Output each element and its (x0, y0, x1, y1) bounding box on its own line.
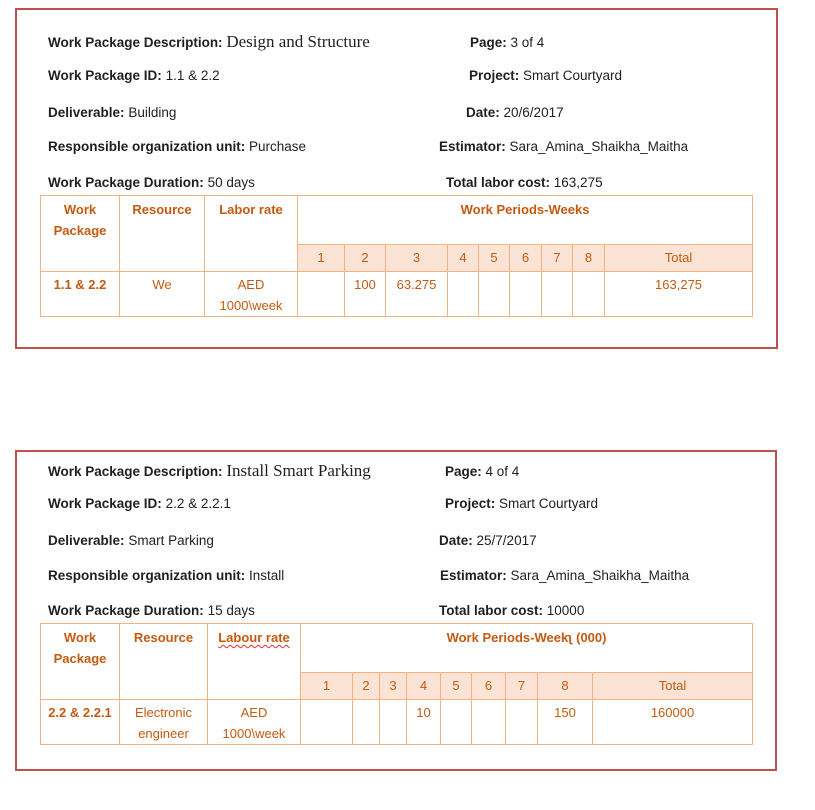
header-resource: Resource (120, 196, 205, 272)
work-periods-table (40, 623, 753, 745)
week-number: 6 (510, 245, 542, 272)
table-row (41, 700, 753, 745)
header-labor-rate: Labor rate (205, 196, 298, 272)
estimator-field: Estimator: Sara_Amina_Shaikha_Maitha (439, 139, 689, 154)
page-field: Page: 3 of 4 (470, 35, 545, 50)
header-labor-rate-text: Labour rate (218, 630, 290, 645)
week-number: 8 (538, 673, 593, 700)
package-id-field: Work Package ID: 1.1 & 2.2 (48, 68, 220, 83)
work-periods-table (40, 195, 753, 317)
week-value: 150 (538, 700, 593, 745)
week-value (573, 272, 605, 317)
week-number: 5 (479, 245, 510, 272)
project-field: Project: Smart Courtyard (469, 68, 623, 83)
page-field: Page: 4 of 4 (445, 464, 520, 479)
header-work-periods: Work Periods-Weeks (298, 196, 753, 245)
week-value (441, 700, 472, 745)
week-value (506, 700, 538, 745)
week-value (380, 700, 407, 745)
header-labor-rate (208, 624, 301, 700)
week-value (479, 272, 510, 317)
week-number: 3 (380, 673, 407, 700)
week-number: 1 (301, 673, 353, 700)
responsible-unit-field: Responsible organization unit: Purchase (48, 139, 307, 154)
header-total: Total (593, 673, 753, 700)
week-value: 63.275 (386, 272, 448, 317)
labor-cost-field: Total labor cost: 163,275 (446, 175, 603, 190)
week-number: 7 (506, 673, 538, 700)
week-number: 5 (441, 673, 472, 700)
header-resource: Resource (120, 624, 208, 700)
deliverable-field: Deliverable: Smart Parking (48, 533, 214, 548)
week-number: 4 (407, 673, 441, 700)
week-number: 6 (472, 673, 506, 700)
week-number: 2 (345, 245, 386, 272)
duration-field: Work Package Duration: 15 days (48, 603, 255, 618)
row-work-package: 2.2 & 2.2.1 (41, 700, 120, 745)
header-work-package: Work Package (41, 196, 120, 272)
row-labor-rate: AED 1000\week (205, 272, 298, 317)
row-resource: Electronic engineer (120, 700, 208, 745)
row-total: 160000 (593, 700, 753, 745)
week-number: 8 (573, 245, 605, 272)
week-value: 100 (345, 272, 386, 317)
responsible-unit-field: Responsible organization unit: Install (48, 568, 285, 583)
date-field: Date: 25/7/2017 (439, 533, 537, 548)
week-value (542, 272, 573, 317)
week-number: 4 (448, 245, 479, 272)
week-number: 7 (542, 245, 573, 272)
table-row (41, 272, 753, 317)
package-id-field: Work Package ID: 2.2 & 2.2.1 (48, 496, 231, 511)
week-value (510, 272, 542, 317)
week-value: 10 (407, 700, 441, 745)
row-work-package: 1.1 & 2.2 (41, 272, 120, 317)
row-resource: We (120, 272, 205, 317)
date-field: Date: 20/6/2017 (466, 105, 564, 120)
week-number: 3 (386, 245, 448, 272)
week-value (298, 272, 345, 317)
description-field: Work Package Description: Design and Structure (48, 32, 370, 51)
description-field: Work Package Description: Install Smart Parking (48, 461, 371, 480)
header-total: Total (605, 245, 753, 272)
work-package-card-1 (15, 8, 778, 349)
row-labor-rate: AED 1000\week (208, 700, 301, 745)
work-package-card-2 (15, 450, 777, 771)
week-value (353, 700, 380, 745)
week-value (301, 700, 353, 745)
week-value (448, 272, 479, 317)
labor-cost-field: Total labor cost: 10000 (439, 603, 585, 618)
deliverable-field: Deliverable: Building (48, 105, 177, 120)
estimator-field: Estimator: Sara_Amina_Shaikha_Maitha (440, 568, 690, 583)
header-work-package: Work Package (41, 624, 120, 700)
project-field: Project: Smart Courtyard (445, 496, 599, 511)
duration-field: Work Package Duration: 50 days (48, 175, 255, 190)
week-number: 1 (298, 245, 345, 272)
week-value (472, 700, 506, 745)
week-number: 2 (353, 673, 380, 700)
header-work-periods: Work Periods-Weekʅ (000) (301, 624, 753, 673)
row-total: 163,275 (605, 272, 753, 317)
